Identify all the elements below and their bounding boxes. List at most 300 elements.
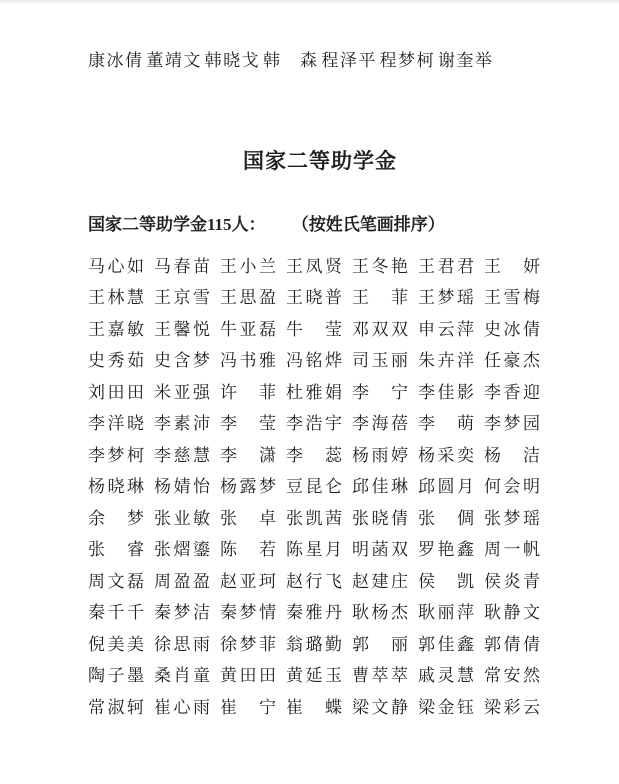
name-char: 田	[259, 666, 276, 686]
name-char: 玉	[325, 666, 342, 686]
name-cell	[380, 50, 434, 72]
name-char: 牛	[286, 319, 303, 339]
name-char: 梦	[239, 603, 257, 623]
name-cell	[484, 571, 540, 593]
name-char: 王	[286, 288, 303, 308]
name-char: 黄	[220, 666, 237, 686]
name-char: 宁	[259, 697, 276, 717]
name-char: 文	[183, 51, 201, 70]
name-cell	[88, 539, 144, 561]
name-char: 王	[484, 288, 501, 308]
name-char: 王	[418, 256, 435, 276]
name-cell	[286, 476, 342, 498]
name-cell	[484, 256, 540, 278]
name-cell	[352, 382, 408, 404]
name-row	[88, 409, 540, 441]
name-char: 秀	[107, 351, 125, 371]
name-cell	[484, 697, 540, 719]
name-char: 邓	[352, 319, 369, 339]
name-char: 陈	[286, 540, 303, 560]
name-char: 梦	[239, 634, 257, 654]
name-cell	[352, 445, 408, 467]
name-cell	[220, 602, 276, 624]
name-char: 柯	[416, 51, 434, 70]
name-char: 梦	[107, 445, 125, 465]
name-char: 靖	[164, 51, 182, 70]
name-char: 雅	[259, 351, 276, 371]
name-char: 双	[391, 540, 408, 560]
name-char: 月	[457, 477, 474, 497]
name-char: 凯	[305, 508, 323, 528]
name-char: 何	[484, 477, 501, 497]
name-char: 雪	[503, 288, 521, 308]
section-subtitle	[88, 213, 552, 237]
name-char: 杰	[523, 351, 540, 371]
name-char: 淑	[107, 697, 125, 717]
name-char: 青	[523, 571, 540, 591]
name-char: 马	[154, 256, 171, 276]
name-char: 郭	[352, 634, 369, 654]
name-cell	[220, 539, 276, 561]
name-char: 莹	[259, 414, 276, 434]
name-char: 李	[352, 382, 369, 402]
name-char: 秦	[286, 603, 303, 623]
name-cell	[484, 445, 540, 467]
name-cell	[220, 319, 276, 341]
name-char: 心	[107, 256, 125, 276]
name-cell	[220, 445, 276, 467]
name-cell	[154, 634, 210, 656]
name-char: 业	[173, 508, 191, 528]
name-char: 仑	[325, 477, 342, 497]
name-cell	[321, 50, 375, 72]
name-cell	[88, 287, 144, 309]
name-cell	[352, 413, 408, 435]
name-cell	[286, 539, 342, 561]
name-char: 田	[239, 666, 257, 686]
name-cell	[286, 382, 342, 404]
name-char: 沛	[193, 414, 210, 434]
name-char: 李	[352, 414, 369, 434]
name-char: 兰	[259, 256, 276, 276]
name-char: 慧	[127, 288, 144, 308]
name-char: 周	[484, 540, 501, 560]
name-char: 冬	[371, 256, 389, 276]
name-char: 菲	[259, 634, 276, 654]
name-cell	[88, 319, 144, 341]
name-char: 朱	[418, 351, 435, 371]
name-char: 宇	[325, 414, 342, 434]
name-char: 崔	[220, 697, 237, 717]
name-cell	[286, 319, 342, 341]
name-cell	[286, 602, 342, 624]
name-cell	[418, 476, 474, 498]
name-cell	[154, 319, 210, 341]
name-char: 李	[286, 414, 303, 434]
name-cell	[205, 50, 259, 72]
name-char: 程	[379, 51, 397, 70]
name-char: 王	[484, 256, 501, 276]
name-cell	[154, 256, 210, 278]
name-char: 晓	[371, 508, 389, 528]
name-char: 珂	[259, 571, 276, 591]
name-char: 李	[286, 445, 303, 465]
name-char: 书	[239, 351, 257, 371]
name-char: 森	[299, 51, 317, 70]
name-char: 钰	[457, 697, 474, 717]
name-char: 馨	[173, 319, 191, 339]
name-cell	[88, 508, 144, 530]
name-char: 亚	[239, 319, 257, 339]
name-char: 张	[286, 508, 303, 528]
name-cell	[88, 256, 144, 278]
name-cell	[220, 665, 276, 687]
name-char: 柯	[127, 445, 144, 465]
name-char: 豪	[503, 351, 521, 371]
name-char: 露	[239, 477, 257, 497]
name-char: 晓	[107, 477, 125, 497]
name-cell	[154, 382, 210, 404]
name-char: 茜	[325, 508, 342, 528]
name-cell	[418, 508, 474, 530]
name-char: 帆	[523, 540, 540, 560]
name-cell	[484, 319, 540, 341]
name-char: 雨	[371, 445, 389, 465]
name-char: 丽	[391, 634, 408, 654]
name-cell	[418, 445, 474, 467]
name-char: 李	[88, 445, 105, 465]
name-char: 冯	[220, 351, 237, 371]
name-char: 邱	[418, 477, 435, 497]
name-char: 史	[484, 319, 501, 339]
name-char: 徐	[220, 634, 237, 654]
name-char: 敏	[193, 508, 210, 528]
name-char: 耿	[418, 603, 435, 623]
name-char: 瑶	[523, 508, 540, 528]
name-cell	[286, 634, 342, 656]
name-cell	[220, 350, 276, 372]
name-char: 奕	[457, 445, 474, 465]
name-char: 蓓	[391, 414, 408, 434]
name-char: 凤	[305, 256, 323, 276]
name-char: 君	[457, 256, 474, 276]
name-cell	[220, 571, 276, 593]
name-char: 米	[154, 382, 171, 402]
name-char: 常	[88, 697, 105, 717]
name-char: 牛	[220, 319, 237, 339]
name-char: 谢	[437, 51, 455, 70]
name-char: 文	[107, 571, 125, 591]
name-char: 王	[154, 319, 171, 339]
name-char: 雅	[305, 603, 323, 623]
name-char: 郭	[418, 634, 435, 654]
name-row	[88, 251, 540, 283]
name-char: 倩	[523, 319, 540, 339]
name-cell	[418, 634, 474, 656]
name-char: 文	[523, 603, 540, 623]
name-char: 凯	[457, 571, 474, 591]
name-char: 杜	[286, 382, 303, 402]
name-char: 曹	[352, 666, 369, 686]
name-char: 黄	[286, 666, 303, 686]
name-char: 普	[325, 288, 342, 308]
name-cell	[88, 634, 144, 656]
name-char: 春	[173, 256, 191, 276]
name-char: 萃	[371, 666, 389, 686]
name-cell	[438, 50, 492, 72]
name-char: 铭	[305, 351, 323, 371]
name-cell	[352, 287, 408, 309]
name-char: 杨	[484, 445, 501, 465]
name-char: 建	[371, 571, 389, 591]
name-char: 宁	[391, 382, 408, 402]
name-cell	[88, 350, 144, 372]
name-char: 鑫	[457, 634, 474, 654]
name-char: 园	[523, 414, 540, 434]
name-char: 董	[146, 51, 164, 70]
name-cell	[220, 697, 276, 719]
name-cell	[88, 476, 144, 498]
name-cell	[418, 382, 474, 404]
name-char: 千	[107, 603, 125, 623]
name-char: 飞	[325, 571, 342, 591]
name-char: 杨	[418, 445, 435, 465]
name-char: 炎	[503, 571, 521, 591]
name-char: 心	[173, 697, 191, 717]
name-char: 晓	[305, 288, 323, 308]
name-char: 申	[418, 319, 435, 339]
name-char: 金	[437, 697, 455, 717]
name-char: 妍	[523, 256, 540, 276]
name-char: 梦	[193, 351, 210, 371]
name-char: 圆	[437, 477, 455, 497]
name-cell	[484, 602, 540, 624]
name-char: 娟	[325, 382, 342, 402]
name-row	[88, 566, 540, 598]
name-char: 萍	[457, 603, 474, 623]
name-char: 王	[286, 256, 303, 276]
name-char: 玉	[371, 351, 389, 371]
name-char: 卉	[437, 351, 455, 371]
name-char: 史	[154, 351, 171, 371]
name-cell	[352, 350, 408, 372]
name-char: 洋	[107, 414, 125, 434]
name-char: 倩	[523, 634, 540, 654]
name-char: 小	[239, 256, 257, 276]
name-char: 冯	[286, 351, 303, 371]
name-char: 菲	[391, 288, 408, 308]
name-cell	[352, 539, 408, 561]
name-char: 海	[371, 414, 389, 434]
name-cell	[220, 634, 276, 656]
name-char: 晓	[223, 51, 241, 70]
name-cell	[352, 476, 408, 498]
page-content	[88, 0, 552, 724]
name-char: 琳	[391, 477, 408, 497]
name-char: 耿	[352, 603, 369, 623]
name-char: 一	[503, 540, 521, 560]
name-char: 璐	[305, 634, 323, 654]
name-cell	[484, 476, 540, 498]
name-char: 影	[457, 382, 474, 402]
name-row	[88, 440, 540, 472]
name-cell	[352, 571, 408, 593]
name-cell	[88, 571, 144, 593]
name-char: 刘	[88, 382, 105, 402]
name-char: 王	[154, 288, 171, 308]
name-char: 明	[523, 477, 540, 497]
name-char: 秦	[220, 603, 237, 623]
name-char: 双	[391, 319, 408, 339]
name-char: 举	[474, 51, 492, 70]
name-char: 戚	[418, 666, 435, 686]
name-char: 李	[484, 382, 501, 402]
name-char: 云	[523, 697, 540, 717]
name-cell	[220, 287, 276, 309]
name-cell	[220, 256, 276, 278]
name-char: 周	[154, 571, 171, 591]
name-char: 王	[220, 288, 237, 308]
name-cell	[484, 665, 540, 687]
name-char: 勤	[325, 634, 342, 654]
name-cell	[352, 665, 408, 687]
name-char: 李	[154, 445, 171, 465]
name-cell	[220, 508, 276, 530]
name-char: 李	[220, 414, 237, 434]
name-cell	[88, 602, 144, 624]
name-char: 然	[523, 666, 540, 686]
name-char: 云	[437, 319, 455, 339]
name-char: 素	[173, 414, 191, 434]
name-cell	[418, 539, 474, 561]
name-char: 琳	[127, 477, 144, 497]
section-title: 国家二等助学金	[243, 149, 397, 173]
name-cell	[154, 445, 210, 467]
name-row	[88, 283, 540, 315]
name-row	[88, 629, 540, 661]
name-char: 戈	[241, 51, 259, 70]
name-cell	[484, 350, 540, 372]
name-cell	[484, 508, 540, 530]
name-char: 田	[107, 382, 125, 402]
name-char: 梅	[523, 288, 540, 308]
name-char: 任	[484, 351, 501, 371]
name-char: 倩	[125, 51, 142, 70]
name-char: 采	[437, 445, 455, 465]
name-cell	[418, 665, 474, 687]
previous-section-last-row	[88, 50, 492, 72]
name-cell	[88, 697, 144, 719]
name-cell	[154, 287, 210, 309]
name-cell	[146, 50, 200, 72]
name-cell	[154, 539, 210, 561]
name-char: 千	[127, 603, 144, 623]
name-cell	[286, 665, 342, 687]
name-char: 周	[88, 571, 105, 591]
name-char: 韩	[204, 51, 222, 70]
name-char: 蕊	[325, 445, 342, 465]
name-char: 含	[173, 351, 191, 371]
name-row	[88, 503, 540, 535]
name-cell	[418, 287, 474, 309]
name-char: 强	[193, 382, 210, 402]
name-char: 张	[352, 508, 369, 528]
name-char: 思	[239, 288, 257, 308]
name-cell	[154, 350, 210, 372]
name-char: 睿	[127, 540, 144, 560]
name-cell	[352, 634, 408, 656]
name-char: 灵	[437, 666, 455, 686]
name-cell	[352, 508, 408, 530]
name-char: 张	[154, 508, 171, 528]
name-char: 洋	[457, 351, 474, 371]
name-char: 王	[352, 288, 369, 308]
name-char: 菲	[259, 382, 276, 402]
name-cell	[154, 413, 210, 435]
name-cell	[352, 256, 408, 278]
name-cell	[154, 697, 210, 719]
name-char: 子	[107, 666, 125, 686]
name-char: 康	[88, 51, 105, 70]
name-char: 崔	[286, 697, 303, 717]
name-char: 李	[484, 414, 501, 434]
name-char: 童	[193, 666, 210, 686]
name-cell	[484, 634, 540, 656]
name-row	[88, 661, 540, 693]
name-cell	[154, 602, 210, 624]
name-cell	[286, 697, 342, 719]
name-char: 李	[220, 445, 237, 465]
name-char: 丹	[325, 603, 342, 623]
name-char: 情	[259, 603, 276, 623]
name-char: 瑶	[457, 288, 474, 308]
name-char: 杰	[391, 603, 408, 623]
name-cell	[484, 287, 540, 309]
name-char: 悦	[193, 319, 210, 339]
name-char: 王	[220, 256, 237, 276]
name-cell	[88, 665, 144, 687]
name-char: 罗	[418, 540, 435, 560]
name-cell	[154, 508, 210, 530]
names-grid	[88, 251, 540, 724]
name-char: 倩	[503, 634, 521, 654]
name-cell	[418, 256, 474, 278]
name-char: 亚	[239, 571, 257, 591]
name-char: 烨	[325, 351, 342, 371]
name-char: 明	[352, 540, 369, 560]
name-char: 晓	[127, 414, 144, 434]
name-cell	[88, 382, 144, 404]
name-char: 莹	[325, 319, 342, 339]
name-char: 田	[127, 382, 144, 402]
name-char: 梦	[437, 288, 455, 308]
name-char: 王	[418, 288, 435, 308]
name-char: 思	[173, 634, 191, 654]
name-char: 许	[220, 382, 237, 402]
name-char: 梦	[259, 477, 276, 497]
name-char: 陶	[88, 666, 105, 686]
name-cell	[154, 665, 210, 687]
name-cell	[286, 256, 342, 278]
name-char: 苗	[193, 256, 210, 276]
name-cell	[286, 350, 342, 372]
name-char: 李	[418, 382, 435, 402]
name-char: 雅	[305, 382, 323, 402]
name-char: 林	[107, 288, 125, 308]
name-cell	[88, 445, 144, 467]
name-char: 奎	[456, 51, 474, 70]
name-char: 丽	[437, 603, 455, 623]
